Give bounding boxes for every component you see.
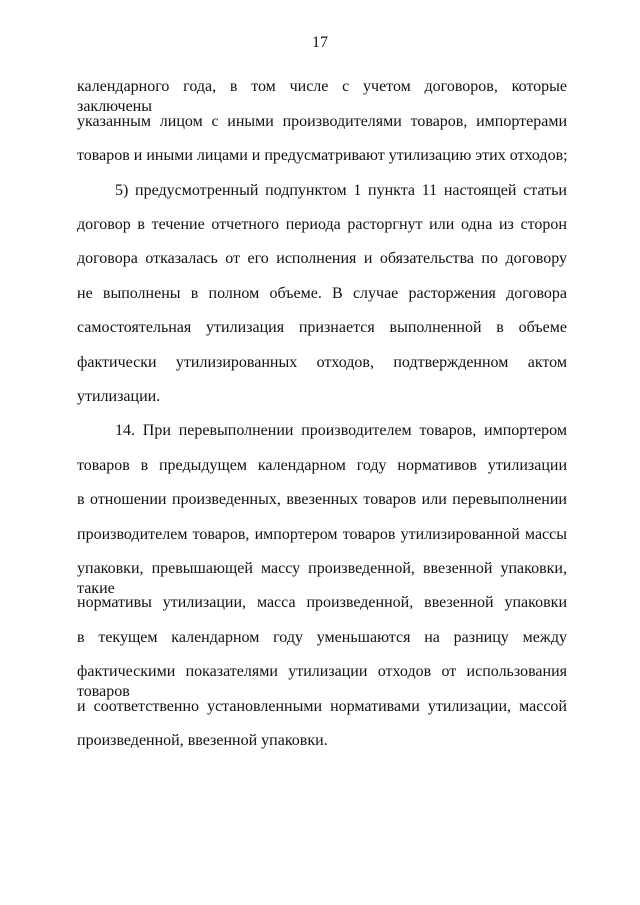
text-line: 14. При перевыполнении производителем товаров, импортером — [115, 422, 567, 439]
text-line: фактическими показателями утилизации отходов от использования товаров — [77, 663, 567, 700]
text-line: в текущем календарном году уменьшаются на разницу между — [77, 629, 567, 646]
text-line: указанным лицом с иными производителями товаров, импортерами — [77, 113, 567, 130]
text-line: упаковки, превышающей массу произведенной, ввезенной упаковки, такие — [77, 560, 567, 597]
text-line: в отношении произведенных, ввезенных товаров или перевыполнении — [77, 491, 567, 508]
text-line: нормативы утилизации, масса произведенной, ввезенной упаковки — [77, 594, 567, 611]
text-line: самостоятельная утилизация признается выполненной в объеме — [77, 319, 567, 336]
text-line: товаров в предыдущем календарном году нормативов утилизации — [77, 457, 567, 474]
text-line: товаров и иными лицами и предусматривают утилизацию этих отходов; — [77, 147, 568, 164]
text-line: не выполнены в полном объеме. В случае расторжения договора — [77, 285, 567, 302]
text-line: 5) предусмотренный подпунктом 1 пункта 11 настоящей статьи — [115, 182, 567, 199]
text-line: договор в течение отчетного периода расторгнут или одна из сторон — [77, 216, 567, 233]
text-line: календарного года, в том числе с учетом договоров, которые заключены — [77, 78, 567, 115]
text-line: фактически утилизированных отходов, подтвержденном актом — [77, 354, 567, 371]
text-line: производителем товаров, импортером товаров утилизированной массы — [77, 526, 567, 543]
text-line: договора отказалась от его исполнения и обязательства по договору — [77, 250, 567, 267]
page-number: 17 — [312, 34, 328, 51]
text-line: произведенной, ввезенной упаковки. — [77, 732, 328, 749]
text-line: утилизации. — [77, 388, 161, 405]
text-line: и соответственно установленными нормативами утилизации, массой — [77, 698, 567, 715]
